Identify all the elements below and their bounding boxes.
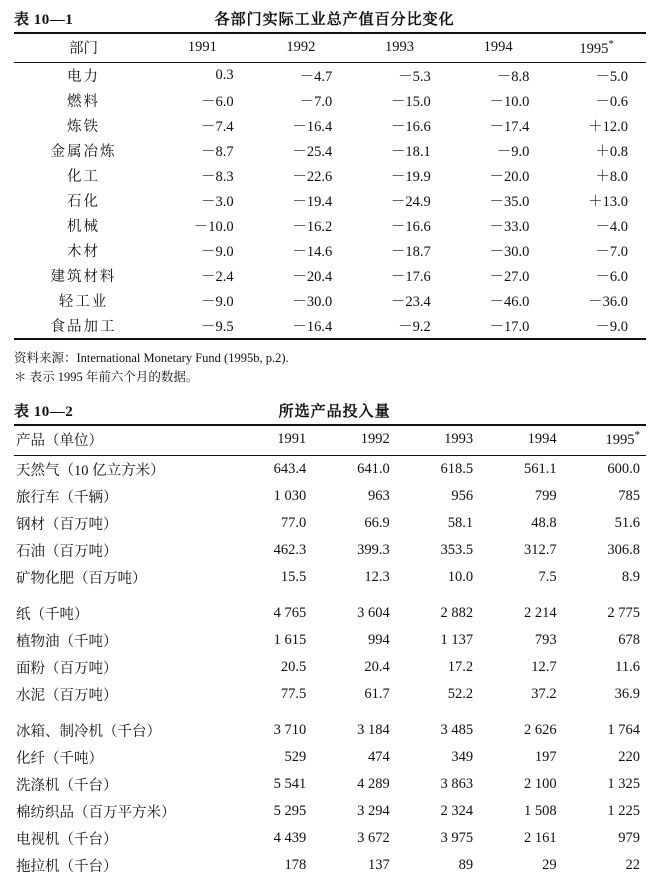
table-2-block	[0, 400, 660, 879]
table-row	[14, 654, 646, 681]
row-value: 15.5	[280, 568, 307, 585]
table-row	[14, 113, 646, 138]
row-value: 618.5	[440, 460, 474, 477]
row-value: －9.2	[398, 319, 431, 335]
row-label: 电力	[67, 69, 101, 85]
table-2-col-header-2: 1992	[360, 430, 390, 447]
table-row	[14, 163, 646, 188]
footnote: ＊ 表示 1995 年前六个月的数据。	[14, 370, 199, 385]
table-row	[14, 600, 646, 627]
row-value: 643.4	[273, 460, 307, 477]
table-1-col-header-2: 1992	[286, 39, 316, 55]
row-value: 3 863	[440, 775, 474, 792]
row-label: 燃料	[67, 94, 101, 110]
row-value: －16.6	[390, 119, 431, 135]
row-label: 轻工业	[58, 294, 109, 310]
table-2-col-header-4: 1994	[527, 430, 557, 447]
row-label: 植物油（千吨）	[16, 633, 118, 650]
row-label: 水泥（百万吨）	[16, 687, 118, 704]
row-value: －16.2	[292, 219, 333, 235]
table-1-col-header-4: 1994	[483, 39, 513, 55]
row-value: 1 325	[607, 775, 640, 792]
row-label: 炼铁	[67, 119, 101, 135]
group-spacer	[14, 708, 646, 717]
row-value: －22.6	[292, 169, 333, 185]
row-value: 2 214	[523, 604, 557, 621]
row-value: 1 764	[607, 721, 640, 738]
table-1-col-header-5-label: 1995	[579, 40, 609, 57]
row-value: －35.0	[489, 194, 530, 210]
group-spacer	[14, 591, 646, 600]
row-label: 棉纺织品（百万平方米）	[16, 804, 176, 821]
table-row	[14, 238, 646, 263]
row-value: 17.2	[447, 658, 474, 675]
table-2-col-header-1: 1991	[277, 430, 307, 447]
row-value: 2 775	[607, 604, 640, 621]
row-value: 52.2	[447, 685, 474, 702]
row-value: 353.5	[440, 541, 474, 558]
table-row	[14, 681, 646, 708]
row-value: 312.7	[523, 541, 557, 558]
row-label: 石化	[67, 194, 101, 210]
row-value: －9.5	[201, 319, 234, 335]
row-value: 8.9	[621, 568, 640, 585]
row-value: 137	[367, 856, 390, 873]
row-value: －24.9	[390, 194, 431, 210]
table-row	[14, 825, 646, 852]
table-1-notes	[14, 349, 646, 388]
table-2-col-header-5-marker: *	[634, 429, 640, 442]
table-row	[14, 263, 646, 288]
row-value: －10.0	[489, 94, 530, 110]
row-value: 2 161	[523, 829, 557, 846]
row-value: －16.4	[292, 119, 333, 135]
row-label: 旅行车（千辆）	[16, 489, 118, 506]
table-row	[14, 798, 646, 825]
row-value: －23.4	[390, 294, 431, 310]
row-value: －7.0	[595, 244, 628, 260]
row-value: ＋12.0	[588, 119, 628, 135]
row-value: 1 137	[440, 631, 474, 648]
table-row	[14, 483, 646, 510]
table-row	[14, 510, 646, 537]
row-value: －18.7	[390, 244, 431, 260]
row-value: 10.0	[447, 568, 474, 585]
row-value: 561.1	[523, 460, 557, 477]
table-1-title: 各部门实际工业总产值百分比变化	[214, 12, 455, 28]
table-row	[14, 537, 646, 564]
row-value: 600.0	[607, 460, 640, 477]
row-value: 37.2	[531, 685, 557, 702]
row-value: 462.3	[273, 541, 307, 558]
row-value: －9.0	[201, 294, 234, 310]
row-value: 89	[458, 856, 474, 873]
row-value: 58.1	[447, 514, 474, 531]
row-value: －30.0	[292, 294, 333, 310]
row-value: －9.0	[496, 144, 530, 160]
row-label: 冰箱、制冷机（千台）	[16, 723, 161, 740]
source-note: 资料来源：International Monetary Fund (1995b, p.2).	[14, 351, 289, 365]
row-value: 3 710	[273, 721, 307, 738]
row-value: 22	[625, 856, 640, 873]
row-value: 20.4	[364, 658, 390, 675]
row-value: 4 439	[273, 829, 307, 846]
row-label: 电视机（千台）	[16, 831, 118, 848]
row-value: 3 294	[357, 802, 390, 819]
row-value: 36.9	[614, 685, 640, 702]
table-1-col-header-5-marker: *	[608, 37, 614, 50]
row-value: 1 508	[523, 802, 557, 819]
row-value: －0.6	[595, 94, 628, 110]
row-value: 7.5	[538, 568, 557, 585]
row-value: 979	[618, 829, 640, 846]
row-value: 11.6	[615, 658, 640, 675]
table-row	[14, 63, 646, 89]
row-value: －10.0	[193, 219, 234, 235]
row-value: 12.7	[531, 658, 557, 675]
row-label: 木材	[67, 244, 101, 260]
table-1-col-header-3: 1993	[384, 39, 414, 55]
table-1-caption	[14, 8, 646, 29]
table-1-number: 表 10—1	[14, 12, 74, 28]
row-value: 994	[367, 631, 390, 648]
table-2-body	[14, 455, 646, 879]
row-value: 20.5	[280, 658, 307, 675]
row-value: 678	[618, 631, 640, 648]
row-value: 66.9	[364, 514, 390, 531]
row-value: ＋0.8	[595, 144, 628, 160]
row-value: －17.6	[390, 269, 431, 285]
row-value: －20.4	[292, 269, 333, 285]
table-1-body	[14, 63, 646, 340]
row-value: －7.4	[201, 119, 234, 135]
table-2-col-header-5	[563, 425, 646, 456]
row-label: 面粉（百万吨）	[16, 660, 118, 677]
document-page	[0, 8, 660, 875]
row-value: －16.4	[292, 319, 333, 335]
table-2-caption	[14, 400, 646, 421]
row-value: －19.9	[390, 169, 431, 185]
table-1-col-header-0: 部门	[69, 41, 99, 57]
row-value: 2 626	[523, 721, 557, 738]
row-label: 拖拉机（千台）	[16, 858, 118, 875]
row-value: ＋8.0	[595, 169, 628, 185]
row-label: 建筑材料	[50, 269, 117, 285]
row-value: －33.0	[489, 219, 530, 235]
row-value: 2 100	[523, 775, 557, 792]
row-value: 3 485	[440, 721, 474, 738]
table-2-col-header-0: 产品（单位）	[16, 432, 103, 449]
row-value: －5.0	[595, 69, 628, 85]
table-1-col-header-5	[547, 33, 646, 63]
row-value: 61.7	[364, 685, 390, 702]
row-value: －9.0	[201, 244, 234, 260]
row-label: 洗涤机（千台）	[16, 777, 118, 794]
table-2-title: 所选产品投入量	[278, 403, 391, 420]
row-value: 3 975	[440, 829, 474, 846]
row-value: 12.3	[364, 568, 390, 585]
row-value: －36.0	[588, 294, 628, 310]
row-value: －8.7	[201, 144, 234, 160]
row-value: －9.0	[595, 319, 628, 335]
row-value: 5 541	[273, 775, 307, 792]
table-row	[14, 88, 646, 113]
row-value: 399.3	[357, 541, 390, 558]
table-row	[14, 455, 646, 483]
row-value: 48.8	[531, 514, 557, 531]
table-row	[14, 188, 646, 213]
row-value: 641.0	[357, 460, 390, 477]
table-row	[14, 288, 646, 313]
table-row	[14, 138, 646, 163]
table-1-col-header-1: 1991	[187, 39, 217, 55]
table-row	[14, 564, 646, 591]
row-value: 474	[367, 748, 390, 765]
table-row	[14, 627, 646, 654]
row-value: 220	[618, 748, 640, 765]
row-value: －30.0	[489, 244, 530, 260]
row-value: 306.8	[607, 541, 640, 558]
row-value: 1 225	[607, 802, 640, 819]
row-value: 4 289	[357, 775, 390, 792]
row-value: －4.0	[595, 219, 628, 235]
row-value: －18.1	[390, 144, 431, 160]
row-value: 2 882	[440, 604, 474, 621]
row-value: －2.4	[201, 269, 234, 285]
row-value: 77.0	[280, 514, 307, 531]
row-value: 0.3	[215, 67, 234, 83]
table-2-number: 表 10—2	[14, 403, 74, 420]
row-value: －16.6	[390, 219, 431, 235]
row-value: －19.4	[292, 194, 333, 210]
row-value: 2 324	[440, 802, 474, 819]
table-row	[14, 852, 646, 879]
row-value: －6.0	[201, 94, 234, 110]
row-value: 349	[451, 748, 474, 765]
table-2-header-row	[14, 425, 646, 456]
row-label: 食品加工	[50, 319, 117, 335]
row-value: 3 604	[357, 604, 390, 621]
row-value: 4 765	[273, 604, 307, 621]
table-2-col-header-5-label: 1995	[605, 432, 635, 449]
row-label: 金属冶炼	[50, 144, 117, 160]
row-value: 77.5	[280, 685, 307, 702]
row-value: －25.4	[292, 144, 333, 160]
row-value: 956	[451, 487, 474, 504]
row-value: 3 672	[357, 829, 390, 846]
table-row	[14, 717, 646, 744]
row-value: 5 295	[273, 802, 307, 819]
table-row	[14, 744, 646, 771]
row-label: 钢材（百万吨）	[16, 516, 118, 533]
row-value: －4.7	[299, 69, 333, 85]
row-value: －8.3	[201, 169, 234, 185]
row-value: －20.0	[489, 169, 530, 185]
row-value: 963	[367, 487, 390, 504]
row-value: 178	[284, 856, 307, 873]
row-value: ＋13.0	[588, 194, 628, 210]
table-row	[14, 213, 646, 238]
table-row	[14, 771, 646, 798]
row-value: －46.0	[489, 294, 530, 310]
row-value: 197	[534, 748, 557, 765]
row-value: 29	[542, 856, 557, 873]
row-value: －8.8	[496, 69, 530, 85]
row-value: －7.0	[299, 94, 333, 110]
row-label: 天然气（10 亿立方米）	[16, 462, 165, 479]
row-value: －5.3	[398, 69, 431, 85]
row-label: 纸（千吨）	[16, 606, 89, 623]
row-value: －6.0	[595, 269, 628, 285]
table-1-block	[0, 8, 660, 388]
row-label: 机械	[67, 219, 101, 235]
row-value: －3.0	[201, 194, 234, 210]
row-label: 石油（百万吨）	[16, 543, 118, 560]
row-value: －14.6	[292, 244, 333, 260]
row-value: 529	[284, 748, 307, 765]
table-1-header-row	[14, 33, 646, 63]
table-row	[14, 313, 646, 339]
table-2-col-header-3: 1993	[444, 430, 474, 447]
row-value: 1 030	[273, 487, 307, 504]
row-value: 51.6	[614, 514, 640, 531]
row-label: 矿物化肥（百万吨）	[16, 570, 147, 587]
row-label: 化工	[67, 169, 101, 185]
row-label: 化纤（千吨）	[16, 750, 103, 767]
row-value: －27.0	[489, 269, 530, 285]
row-value: 793	[534, 631, 557, 648]
table-2	[14, 424, 646, 879]
row-value: －17.4	[489, 119, 530, 135]
row-value: 3 184	[357, 721, 390, 738]
row-value: 799	[534, 487, 557, 504]
table-1	[14, 32, 646, 340]
row-value: －15.0	[390, 94, 431, 110]
row-value: －17.0	[489, 319, 530, 335]
row-value: 785	[618, 487, 640, 504]
row-value: 1 615	[273, 631, 307, 648]
